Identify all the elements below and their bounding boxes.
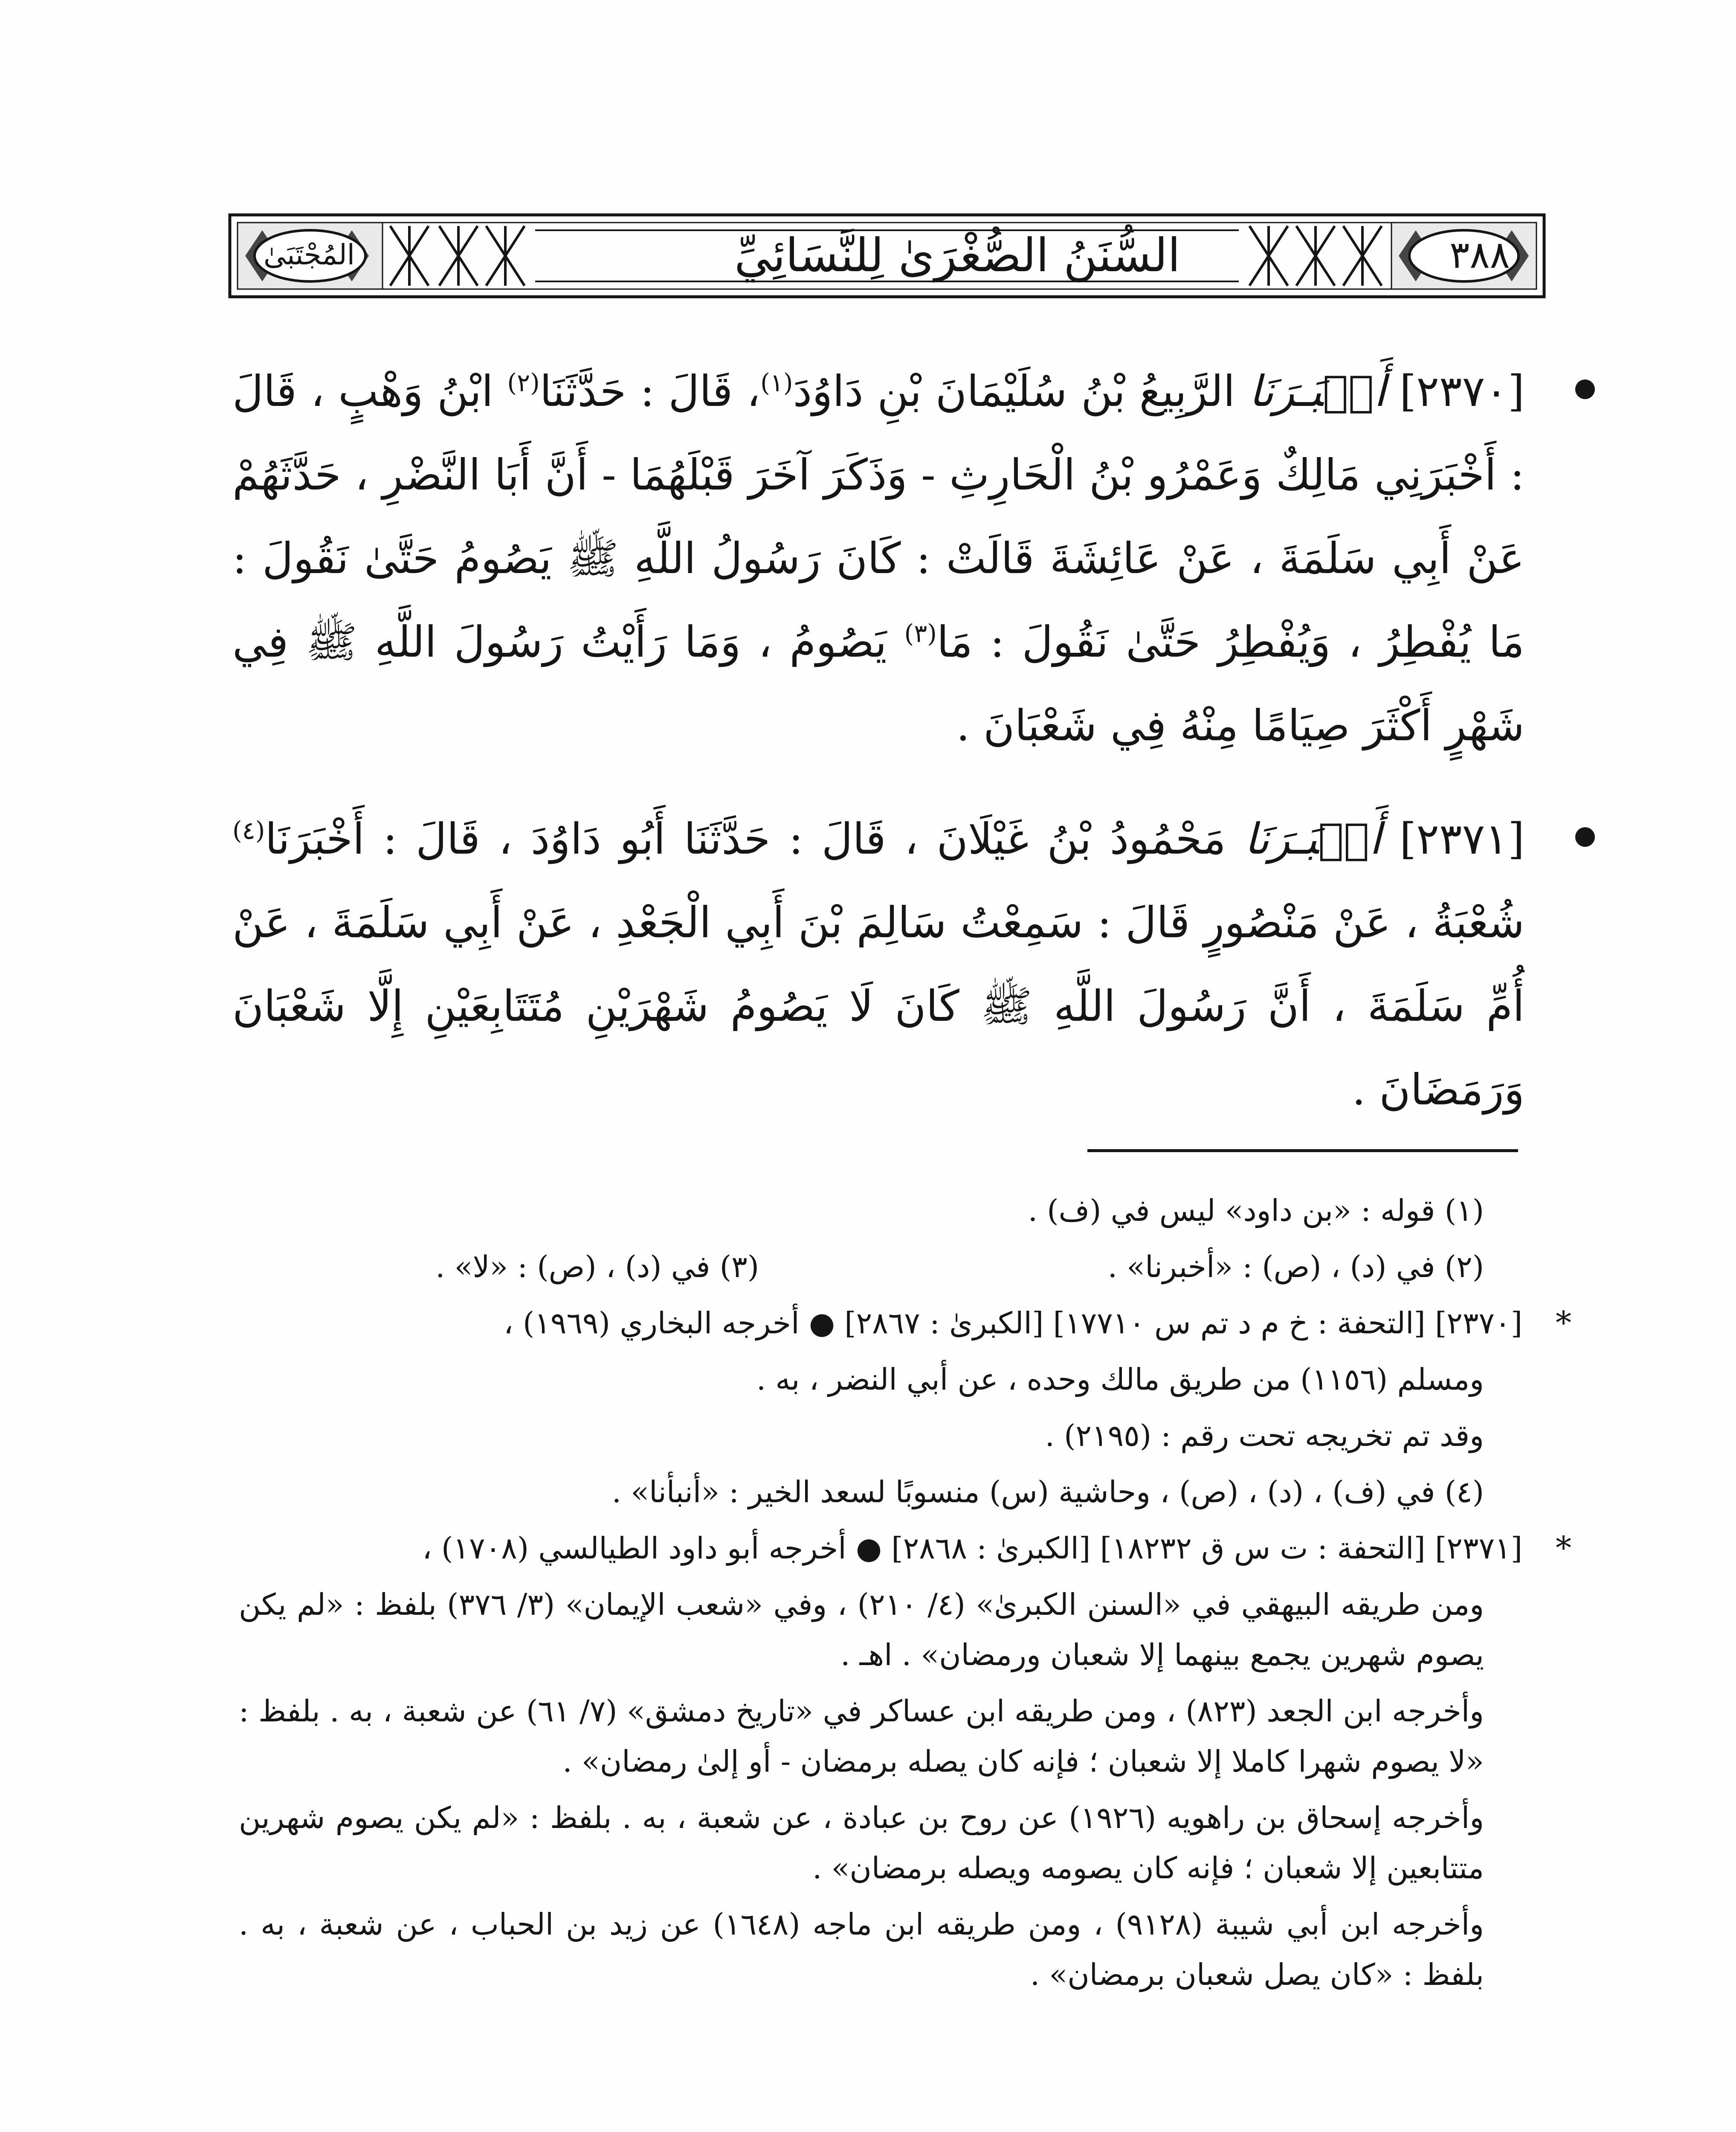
footnote-1: (١) قوله : «بن داود» ليس في (ف) .: [1028, 1193, 1484, 1228]
hadith-number: [٢٣٧٠]: [1400, 366, 1524, 416]
takhrij-2370-head: [239, 1298, 1571, 1348]
hadith-text: ابْنُ وَهْبٍ ، قَالَ : أَخْبَرَنِي مَالِكٌ وَعَمْرُو بْنُ الْحَارِثِ - وَذَكَرَ آخَرَ قَبْلَهُمَا - أَنَّ أَبَا النَّضْرِ ، حَدَّثَهُمْ عَنْ أَبِي سَلَمَةَ ، عَنْ عَائِشَةَ قَالَتْ : كَانَ رَسُولُ اللَّهِ ﷺ يَصُومُ حَتَّىٰ نَقُولَ : مَا يُفْطِرُ ، وَيُفْطِرُ حَتَّىٰ نَقُولَ : مَا: [232, 366, 1524, 667]
hadith-text: مَحْمُودُ بْنُ غَيْلَانَ ، قَالَ : حَدَّثَنَا أَبُو دَاوُدَ ، قَالَ : أَخْبَرَنَا: [265, 814, 1245, 864]
footnote-marker: (٤): [232, 816, 265, 845]
hadith-2370: [232, 350, 1524, 768]
series-emblem: المُجْتَبَىٰ: [263, 238, 355, 271]
page-header: [228, 213, 1546, 298]
bullet-icon: [1575, 379, 1595, 399]
footnote-marker: (١): [760, 368, 793, 397]
takhrij-2371-para-2: وأخرجه ابن الجعد (٨٢٣) ، ومن طريقه ابن عساكر في «تاريخ دمشق» (٧/ ٦١) عن شعبة ، به . بلفظ : «لا يصوم شهرا كاملا إلا شعبان ؛ فإنه كان يصله برمضان - أو إلىٰ رمضان» .: [239, 1694, 1484, 1779]
footnote-marker: (٢): [507, 368, 540, 397]
hadith-number: [٢٣٧١]: [1400, 814, 1524, 864]
takhrij-2371-para-4: وأخرجه ابن أبي شيبة (٩١٢٨) ، ومن طريقه ابن ماجه (١٦٤٨) عن زيد بن الحباب ، عن شعبة ، به . بلفظ : «كان يصل شعبان برمضان» .: [239, 1907, 1484, 1992]
takhrij-2370-line-2: ومسلم (١١٥٦) من طريق مالك وحده ، عن أبي النضر ، به .: [756, 1362, 1484, 1397]
takhrij-text: [٢٣٧١] [التحفة : ت س ق ١٨٢٣٢] [الكبرىٰ : ٢٨٦٨] ● أخرجه أبو داود الطيالسي (١٧٠٨) ،: [422, 1531, 1522, 1566]
footnote-4: (٤) في (ف) ، (د) ، (ص) ، وحاشية (س) منسوبًا لسعد الخير : «أنبأنا» .: [612, 1474, 1484, 1509]
main-text: [232, 350, 1524, 1162]
akhbarana-word: أَخۡبَـرَنَا: [1244, 814, 1381, 864]
takhrij-2371-head: [239, 1523, 1571, 1573]
hadith-text: شُعْبَةُ ، عَنْ مَنْصُورٍ قَالَ : سَمِعْتُ سَالِمَ بْنَ أَبِي الْجَعْدِ ، عَنْ أَبِي سَلَمَةَ ، عَنْ أُمِّ سَلَمَةَ ، أَنَّ رَسُولَ اللَّهِ ﷺ كَانَ لَا يَصُومُ شَهْرَيْنِ مُتَتَابِعَيْنِ إِلَّا شَعْبَانَ وَرَمَضَانَ .: [232, 898, 1524, 1115]
footnote-3: (٣) في (د) ، (ص) : «لا» .: [435, 1249, 759, 1284]
bullet-icon: [1575, 827, 1595, 847]
star-icon: *: [1556, 1305, 1571, 1341]
hadith-text: ، قَالَ : حَدَّثَنَا: [539, 366, 761, 416]
takhrij-text: [٢٣٧٠] [التحفة : خ م د تم س ١٧٧١٠] [الكبرىٰ : ٢٨٦٧] ● أخرجه البخاري (١٩٦٩) ،: [504, 1306, 1522, 1341]
footnote-separator: [1087, 1149, 1518, 1152]
footnote-row: [239, 1242, 1522, 1298]
takhrij-2370-line-3: وقد تم تخريجه تحت رقم : (٢١٩٥) .: [1045, 1418, 1484, 1453]
star-icon: *: [1556, 1530, 1571, 1567]
takhrij-2371-para-1: ومن طريقه البيهقي في «السنن الكبرىٰ» (٤/ ٢١٠) ، وفي «شعب الإيمان» (٣/ ٣٧٦) بلفظ : «لم يكن يصوم شهرين يجمع بينهما إلا شعبان ورمضان» . اهـ .: [239, 1587, 1484, 1672]
book-title: السُّنَنُ الصُّغْرَىٰ لِلنَّسَائِيِّ: [734, 229, 1181, 282]
hadith-text: يَصُومُ ، وَمَا رَأَيْتُ رَسُولَ اللَّهِ ﷺ فِي شَهْرٍ أَكْثَرَ صِيَامًا مِنْهُ فِي شَعْبَانَ .: [232, 617, 1524, 750]
hadith-2371: [232, 797, 1524, 1132]
footnotes-section: [239, 1185, 1571, 2006]
akhbarana-word: أَخۡبَـرَنَا: [1249, 366, 1386, 416]
footnote-2: (٢) في (د) ، (ص) : «أخبرنا» .: [1107, 1249, 1484, 1284]
hadith-text: الرَّبِيعُ بْنُ سُلَيْمَانَ بْنِ دَاوُدَ: [793, 366, 1249, 416]
page-number: ٣٨٨: [1449, 233, 1510, 277]
takhrij-2371-para-3: وأخرجه إسحاق بن راهويه (١٩٢٦) عن روح بن عبادة ، عن شعبة ، به . بلفظ : «لم يكن يصوم شهرين متتابعين إلا شعبان ؛ فإنه كان يصومه ويصله برمضان» .: [239, 1800, 1484, 1886]
footnote-marker: (٣): [904, 619, 937, 648]
